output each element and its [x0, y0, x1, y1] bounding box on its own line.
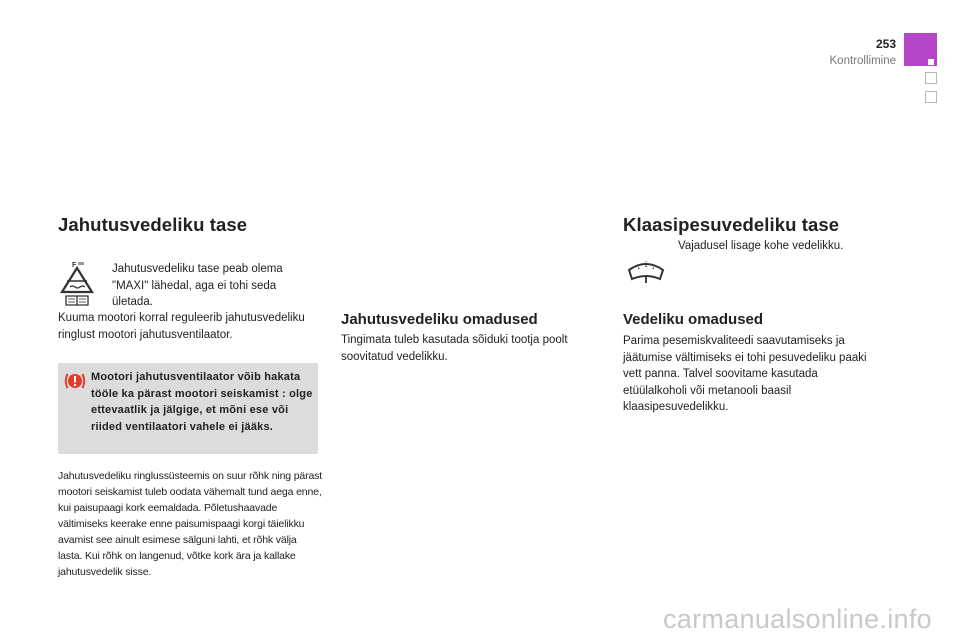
washer-properties-heading: Vedeliku omadused: [623, 311, 764, 328]
warning-icon: [64, 371, 86, 396]
washer-level-heading: Klaasipesuvedeliku tase: [623, 214, 840, 235]
coolant-properties-text: Tingimata tuleb kasutada sõiduki tootja poolt soovitatud vedelikku.: [341, 334, 568, 363]
coolant-level-icon: [58, 258, 96, 311]
svg-text:F: F: [72, 262, 77, 269]
watermark: carmanualsonline.info: [663, 604, 932, 634]
coolant-pressure-text: Jahutusvedeliku ringlussüsteemis on suur rõhk ning pärast mootori seiskamist tuleb oodata vähemalt tund aega enne, kui paisupaagi kork eemaldada. Põletushaavade vältimiseks keerake enne paisumispaagi korgi täielikku avamist see ainult esimese sälguni lahti, et rõhk välja lasta. Kui rõhk on langenud, võtke kork ära ja kallake jahutusvedelik sisse.: [58, 470, 323, 578]
fan-warning-text: Mootori jahutusventilaator võib hakata tööle ka pärast mootori seiskamist : olge ettevaatlik ja jälgige, et mõni ese või riided ventilaatori vahele ei jääks.: [91, 371, 313, 433]
section-tab-marker: [928, 59, 934, 65]
coolant-level-note: Jahutusvedeliku tase peab olema "MAXI" lähedal, aga ei tohi seda ületada.: [112, 263, 283, 308]
section-tab-3[interactable]: [925, 91, 937, 103]
washer-properties-text: Parima pesemiskvaliteedi saavutamiseks ja jäätumise vältimiseks ei tohi pesuvedeliku paaki vett panna. Talvel soovitame kasutada etüülalkoholi või metanooli baasil klaasipesuvedelikku.: [623, 335, 867, 413]
coolant-level-heading: Jahutusvedeliku tase: [58, 214, 248, 235]
section-name: Kontrollimine: [829, 55, 896, 67]
washer-fluid-icon: [624, 254, 668, 291]
fan-warning-box: [58, 363, 318, 454]
coolant-intro: Kuuma mootori korral reguleerib jahutusvedeliku ringlust mootori jahutusventilaator.: [58, 312, 305, 341]
page-number: 253: [875, 37, 896, 51]
section-tab-2[interactable]: [925, 72, 937, 84]
washer-level-note: Vajadusel lisage kohe vedelikku.: [678, 240, 844, 252]
coolant-properties-heading: Jahutusvedeliku omadused: [341, 311, 538, 328]
